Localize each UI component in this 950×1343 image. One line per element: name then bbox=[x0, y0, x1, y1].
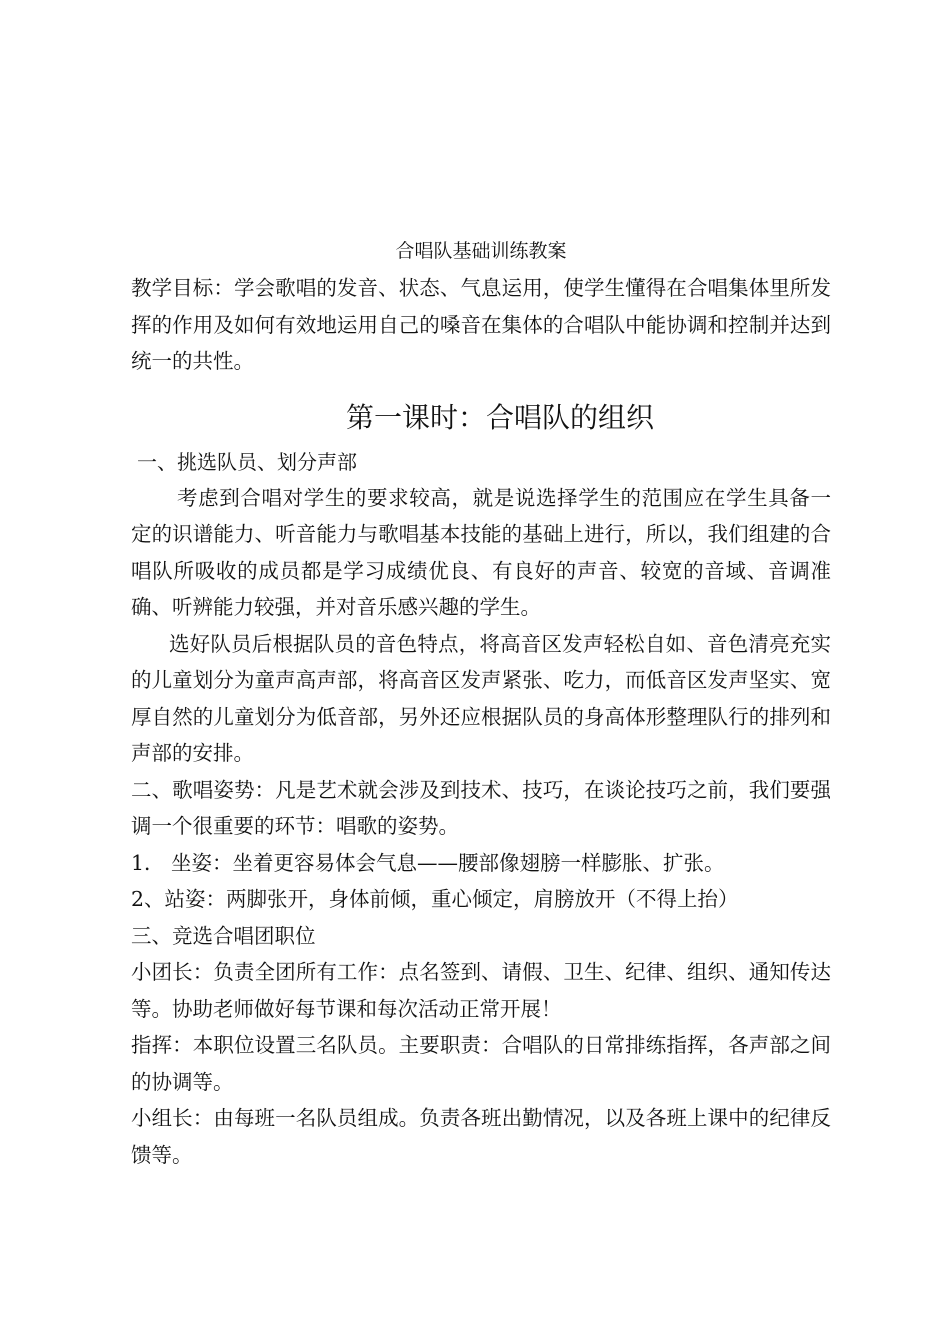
document-title: 合唱队基础训练教案 bbox=[395, 240, 567, 262]
section-2-item-2: 2、站姿：两脚张开，身体前倾，重心倾定，肩膀放开（不得上抬） bbox=[131, 887, 739, 911]
teaching-goal-paragraph: 教学目标：学会歌唱的发音、状态、气息运用，使学生懂得在合唱集体里所发挥的作用及如何有效地运用自己的嗓音在集体的合唱队中能协调和控制并达到统一的共性。 bbox=[131, 276, 831, 373]
section-3-role-2: 指挥：本职位设置三名队员。主要职责：合唱队的日常排练指挥，各声部之间的协调等。 bbox=[131, 1033, 831, 1094]
section-2-item-1: 1． 坐姿：坐着更容易体会气息——腰部像翅膀一样膨胀、扩张。 bbox=[131, 850, 725, 875]
section-1-heading: 一、挑选队员、划分声部 bbox=[137, 449, 357, 474]
section-3-heading: 三、竞选合唱团职位 bbox=[131, 923, 316, 948]
section-3-role-3: 小组长：由每班一名队员组成。负责各班出勤情况，以及各班上课中的纪律反馈等。 bbox=[131, 1106, 831, 1167]
lesson-title: 第一课时：合唱队的组织 bbox=[345, 400, 654, 434]
section-3-role-1: 小团长：负责全团所有工作：点名签到、请假、卫生、纪律、组织、通知传达等。协助老师做好每节课和每次活动正常开展！ bbox=[131, 960, 831, 1021]
document-page bbox=[131, 232, 831, 1173]
section-1-paragraph-1: 考虑到合唱对学生的要求较高，就是说选择学生的范围应在学生具备一定的识谱能力、听音能力与歌唱基本技能的基础上进行，所以，我们组建的合唱队所吸收的成员都是学习成绩优良、有良好的声音、较宽的音域、音调准确、听辨能力较强，并对音乐感兴趣的学生。 bbox=[131, 485, 831, 619]
section-2-heading-paragraph: 二、歌唱姿势：凡是艺术就会涉及到技术、技巧，在谈论技巧之前，我们要强调一个很重要的环节：唱歌的姿势。 bbox=[131, 777, 831, 838]
section-1-paragraph-2: 选好队员后根据队员的音色特点，将高音区发声轻松自如、音色清亮充实的儿童划分为童声高声部，将高音区发声紧张、吃力，而低音区发声坚实、宽厚自然的儿童划分为低音部，另外还应根据队员的身高体形整理队行的排列和声部的安排。 bbox=[131, 631, 831, 765]
